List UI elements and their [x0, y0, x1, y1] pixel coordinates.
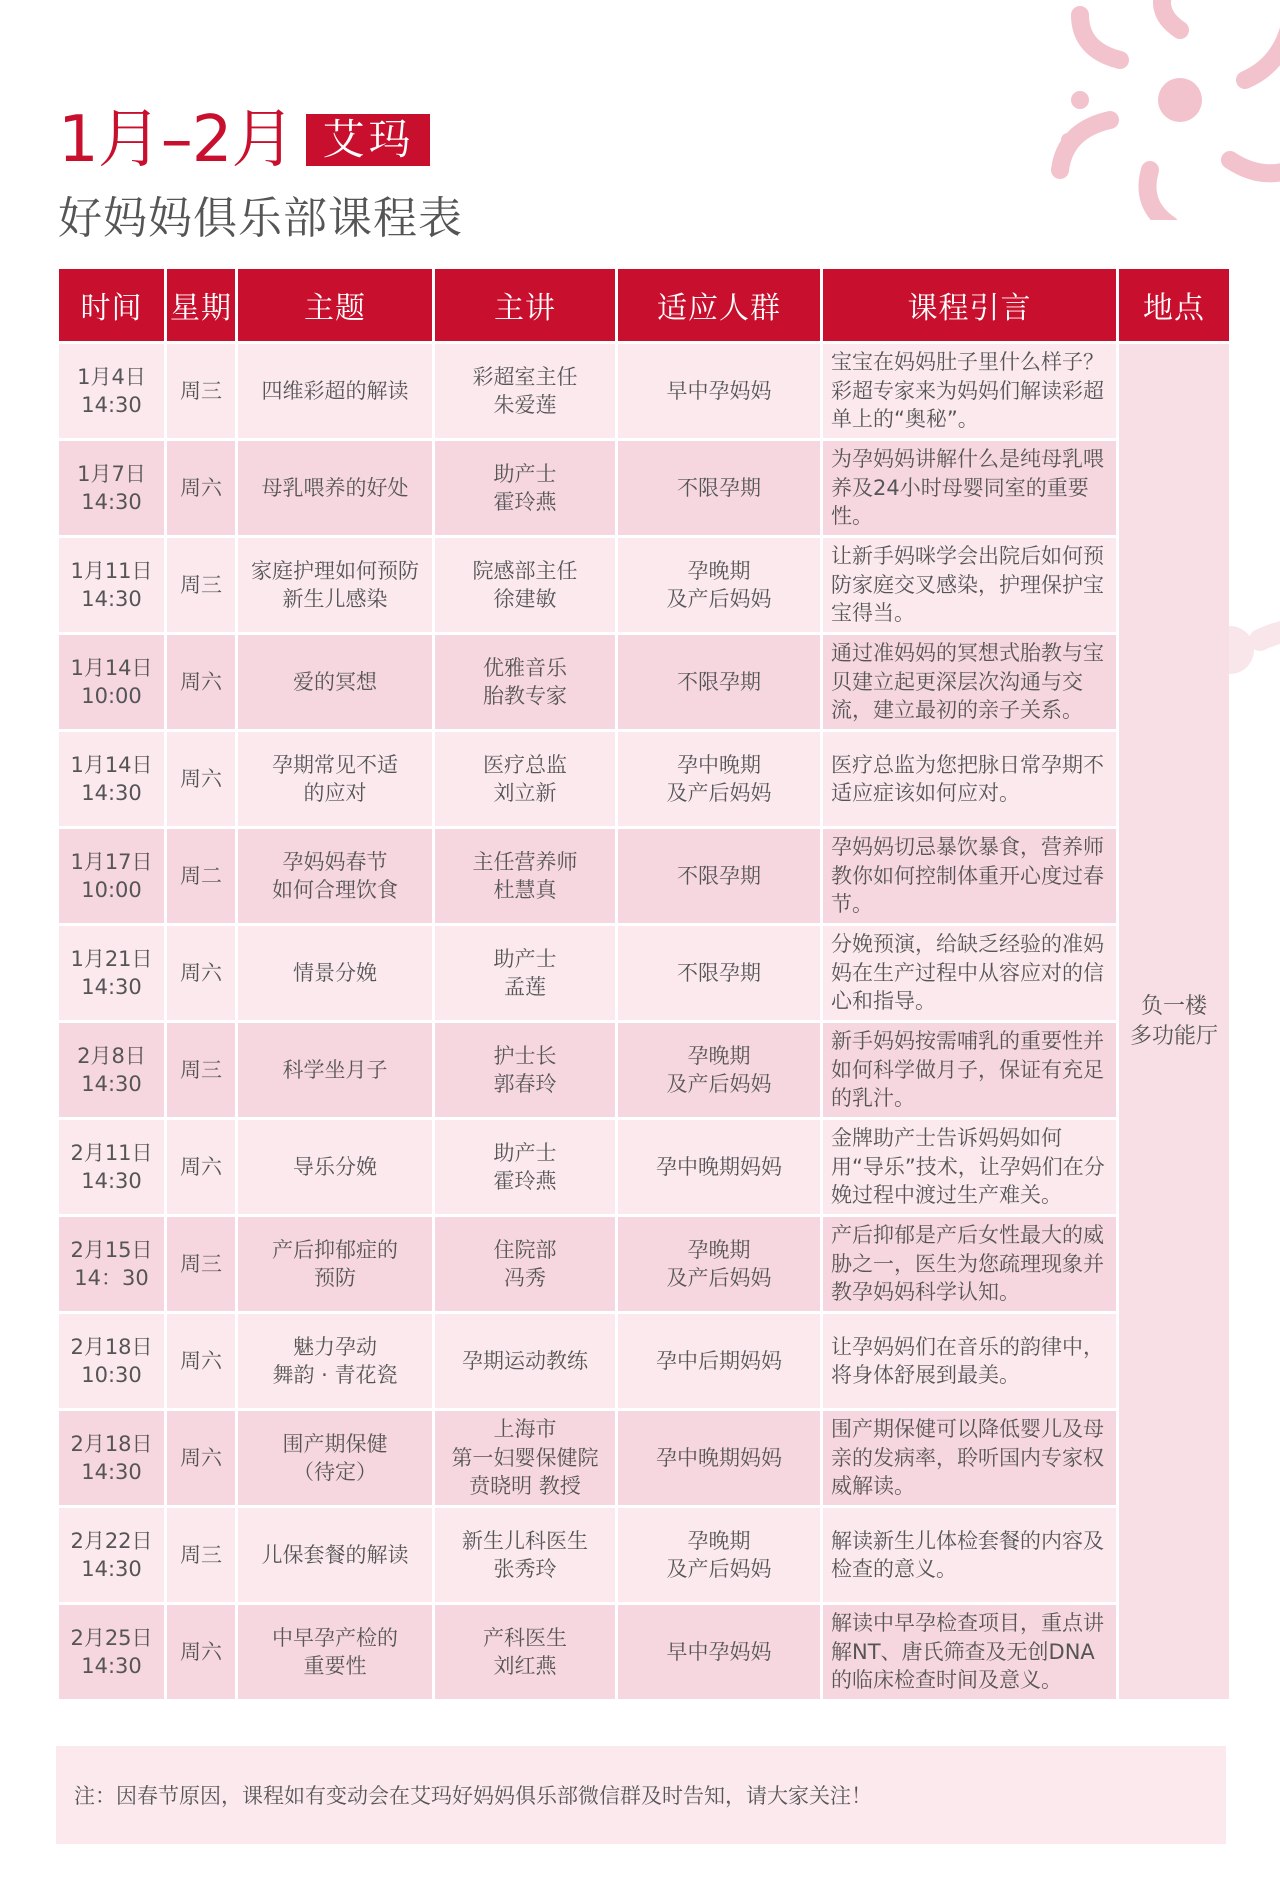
audience-cell: 孕晚期 及产后妈妈: [618, 1023, 820, 1117]
col-header-topic: 主题: [238, 269, 432, 341]
date-text: 1月14日: [70, 752, 153, 777]
flower-decoration-icon: [1050, 0, 1280, 220]
table-row: [59, 1411, 1229, 1505]
date-text: 1月7日: [77, 461, 146, 486]
time-cell: [59, 344, 164, 438]
weekday-cell: 周三: [167, 538, 235, 632]
date-text: 1月21日: [70, 946, 153, 971]
audience-cell: 孕晚期 及产后妈妈: [618, 538, 820, 632]
speaker-cell: 助产士 霍玲燕: [435, 441, 615, 535]
audience-cell: 孕晚期 及产后妈妈: [618, 1217, 820, 1311]
topic-cell: 导乐分娩: [238, 1120, 432, 1214]
table-row: [59, 1217, 1229, 1311]
brand-badge: 艾玛: [306, 114, 430, 166]
speaker-cell: 医疗总监 刘立新: [435, 732, 615, 826]
page-subtitle: 好妈妈俱乐部课程表: [58, 193, 463, 244]
time-text: 14:30: [81, 781, 142, 805]
col-header-intro: 课程引言: [823, 269, 1116, 341]
date-text: 2月25日: [70, 1625, 153, 1650]
audience-cell: 孕晚期 及产后妈妈: [618, 1508, 820, 1602]
audience-cell: 早中孕妈妈: [618, 344, 820, 438]
speaker-cell: 助产士 霍玲燕: [435, 1120, 615, 1214]
date-text: 1月14日: [70, 655, 153, 680]
topic-cell: 科学坐月子: [238, 1023, 432, 1117]
table-row: [59, 538, 1229, 632]
time-cell: [59, 538, 164, 632]
intro-cell: 新手妈妈按需哺乳的重要性并如何科学做月子，保证有充足的乳汁。: [823, 1023, 1116, 1117]
topic-cell: 孕期常见不适 的应对: [238, 732, 432, 826]
topic-cell: 魅力孕动 舞韵 · 青花瓷: [238, 1314, 432, 1408]
time-text: 14:30: [81, 393, 142, 417]
time-cell: [59, 732, 164, 826]
date-text: 1月17日: [70, 849, 153, 874]
intro-cell: 解读新生儿体检套餐的内容及检查的意义。: [823, 1508, 1116, 1602]
intro-cell: 孕妈妈切忌暴饮暴食，营养师教你如何控制体重开心度过春节。: [823, 829, 1116, 923]
topic-cell: 四维彩超的解读: [238, 344, 432, 438]
audience-cell: 不限孕期: [618, 926, 820, 1020]
date-text: 2月11日: [70, 1140, 153, 1165]
speaker-cell: 院感部主任 徐建敏: [435, 538, 615, 632]
schedule-table: [56, 266, 1232, 1702]
time-cell: [59, 829, 164, 923]
table-row: [59, 1508, 1229, 1602]
weekday-cell: 周六: [167, 635, 235, 729]
time-text: 14:30: [81, 1654, 142, 1678]
intro-cell: 宝宝在妈妈肚子里什么样子？彩超专家来为妈妈们解读彩超单上的“奥秘”。: [823, 344, 1116, 438]
date-text: 2月15日: [70, 1237, 153, 1262]
time-cell: [59, 1217, 164, 1311]
intro-cell: 产后抑郁是产后女性最大的威胁之一，医生为您疏理现象并教孕妈妈科学认知。: [823, 1217, 1116, 1311]
table-row: [59, 1314, 1229, 1408]
time-cell: [59, 1411, 164, 1505]
time-cell: [59, 1120, 164, 1214]
audience-cell: 孕中晚期 及产后妈妈: [618, 732, 820, 826]
speaker-cell: 住院部 冯秀: [435, 1217, 615, 1311]
speaker-cell: 新生儿科医生 张秀玲: [435, 1508, 615, 1602]
time-text: 14:30: [81, 490, 142, 514]
topic-cell: 儿保套餐的解读: [238, 1508, 432, 1602]
title-date-range: 1月–2月: [58, 103, 295, 177]
weekday-cell: 周六: [167, 1411, 235, 1505]
weekday-cell: 周二: [167, 829, 235, 923]
intro-cell: 通过准妈妈的冥想式胎教与宝贝建立起更深层次沟通与交流，建立最初的亲子关系。: [823, 635, 1116, 729]
intro-cell: 让新手妈咪学会出院后如何预防家庭交叉感染，护理保护宝宝得当。: [823, 538, 1116, 632]
time-cell: [59, 1508, 164, 1602]
table-row: [59, 635, 1229, 729]
audience-cell: 不限孕期: [618, 635, 820, 729]
footnote-text: 注：因春节原因，课程如有变动会在艾玛好妈妈俱乐部微信群及时告知，请大家关注！: [74, 1784, 872, 1808]
weekday-cell: 周六: [167, 926, 235, 1020]
speaker-cell: 助产士 孟莲: [435, 926, 615, 1020]
table-row: [59, 441, 1229, 535]
weekday-cell: 周六: [167, 1605, 235, 1699]
time-text: 10:00: [81, 878, 142, 902]
audience-cell: 不限孕期: [618, 829, 820, 923]
audience-cell: 不限孕期: [618, 441, 820, 535]
col-header-weekday: 星期: [167, 269, 235, 341]
time-text: 10:30: [81, 1363, 142, 1387]
location-cell: 负一楼 多功能厅: [1119, 344, 1229, 1699]
intro-cell: 分娩预演，给缺乏经验的准妈妈在生产过程中从容应对的信心和指导。: [823, 926, 1116, 1020]
table-row: [59, 926, 1229, 1020]
topic-cell: 家庭护理如何预防 新生儿感染: [238, 538, 432, 632]
topic-cell: 产后抑郁症的 预防: [238, 1217, 432, 1311]
date-text: 2月8日: [77, 1043, 146, 1068]
weekday-cell: 周六: [167, 1314, 235, 1408]
intro-cell: 解读中早孕检查项目，重点讲解NT、唐氏筛查及无创DNA的临床检查时间及意义。: [823, 1605, 1116, 1699]
time-text: 14:30: [81, 1072, 142, 1096]
weekday-cell: 周六: [167, 1120, 235, 1214]
time-cell: [59, 1314, 164, 1408]
table-row: [59, 1023, 1229, 1117]
date-text: 1月11日: [70, 558, 153, 583]
audience-cell: 孕中晚期妈妈: [618, 1411, 820, 1505]
audience-cell: 孕中后期妈妈: [618, 1314, 820, 1408]
date-text: 2月18日: [70, 1334, 153, 1359]
audience-cell: 孕中晚期妈妈: [618, 1120, 820, 1214]
date-text: 1月4日: [77, 364, 146, 389]
col-header-audience: 适应人群: [618, 269, 820, 341]
table-header-row: [59, 269, 1229, 341]
date-text: 2月18日: [70, 1431, 153, 1456]
topic-cell: 母乳喂养的好处: [238, 441, 432, 535]
weekday-cell: 周六: [167, 732, 235, 826]
time-text: 14:30: [81, 587, 142, 611]
table-row: [59, 829, 1229, 923]
speaker-cell: 孕期运动教练: [435, 1314, 615, 1408]
weekday-cell: 周三: [167, 344, 235, 438]
time-cell: [59, 1023, 164, 1117]
speaker-cell: 产科医生 刘红燕: [435, 1605, 615, 1699]
speaker-cell: 主任营养师 杜慧真: [435, 829, 615, 923]
weekday-cell: 周六: [167, 441, 235, 535]
time-text: 14:30: [81, 975, 142, 999]
time-text: 14:30: [81, 1557, 142, 1581]
topic-cell: 围产期保健 （待定）: [238, 1411, 432, 1505]
time-cell: [59, 926, 164, 1020]
speaker-cell: 优雅音乐 胎教专家: [435, 635, 615, 729]
intro-cell: 医疗总监为您把脉日常孕期不适应症该如何应对。: [823, 732, 1116, 826]
topic-cell: 中早孕产检的 重要性: [238, 1605, 432, 1699]
intro-cell: 围产期保健可以降低婴儿及母亲的发病率，聆听国内专家权威解读。: [823, 1411, 1116, 1505]
intro-cell: 为孕妈妈讲解什么是纯母乳喂养及24小时母婴同室的重要性。: [823, 441, 1116, 535]
table-row: [59, 1605, 1229, 1699]
topic-cell: 情景分娩: [238, 926, 432, 1020]
weekday-cell: 周三: [167, 1508, 235, 1602]
time-text: 10:00: [81, 684, 142, 708]
table-row: [59, 732, 1229, 826]
time-text: 14:30: [81, 1460, 142, 1484]
time-text: 14:30: [81, 1169, 142, 1193]
page-title: [58, 103, 463, 246]
speaker-cell: 彩超室主任 朱爱莲: [435, 344, 615, 438]
speaker-cell: 护士长 郭春玲: [435, 1023, 615, 1117]
time-text: 14：30: [74, 1266, 149, 1290]
time-cell: [59, 1605, 164, 1699]
time-cell: [59, 635, 164, 729]
table-row: [59, 344, 1229, 438]
col-header-location: 地点: [1119, 269, 1229, 341]
date-text: 2月22日: [70, 1528, 153, 1553]
col-header-time: 时间: [59, 269, 164, 341]
col-header-speaker: 主讲: [435, 269, 615, 341]
intro-cell: 让孕妈妈们在音乐的韵律中，将身体舒展到最美。: [823, 1314, 1116, 1408]
topic-cell: 孕妈妈春节 如何合理饮食: [238, 829, 432, 923]
footnote: [56, 1746, 1226, 1844]
time-cell: [59, 441, 164, 535]
topic-cell: 爱的冥想: [238, 635, 432, 729]
table-row: [59, 1120, 1229, 1214]
intro-cell: 金牌助产士告诉妈妈如何用“导乐”技术，让孕妈们在分娩过程中渡过生产难关。: [823, 1120, 1116, 1214]
weekday-cell: 周三: [167, 1023, 235, 1117]
weekday-cell: 周三: [167, 1217, 235, 1311]
audience-cell: 早中孕妈妈: [618, 1605, 820, 1699]
speaker-cell: 上海市 第一妇婴保健院 贲晓明 教授: [435, 1411, 615, 1505]
